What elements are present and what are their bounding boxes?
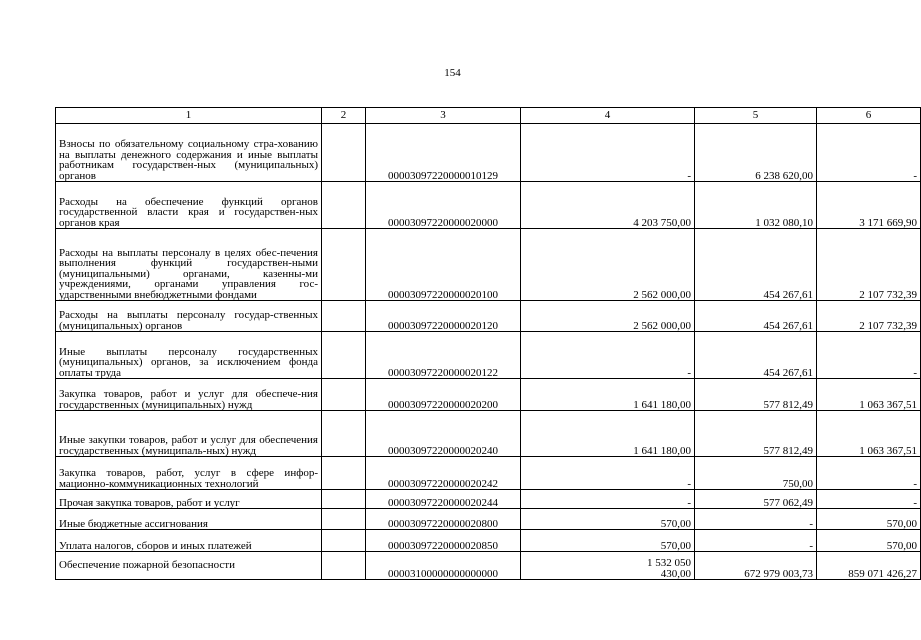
row-value-4: -	[521, 332, 695, 379]
table-row	[56, 552, 921, 580]
row-col2	[322, 490, 366, 509]
row-code: 00003097220000020800	[366, 509, 521, 530]
row-value-4: 570,00	[521, 509, 695, 530]
row-name: Прочая закупка товаров, работ и услуг	[56, 490, 322, 509]
row-value-5: 454 267,61	[695, 301, 817, 332]
row-code: 00003097220000010129	[366, 124, 521, 182]
row-name: Иные выплаты персоналу государственных (муниципальных) органов, за исключением фонда оплаты труда	[56, 332, 322, 379]
row-value-4: -	[521, 124, 695, 182]
row-code: 00003100000000000000	[366, 552, 521, 580]
row-value-5: 454 267,61	[695, 332, 817, 379]
row-col2	[322, 182, 366, 229]
row-value-4: 1 641 180,00	[521, 411, 695, 457]
table-row	[56, 457, 921, 490]
row-name: Закупка товаров, работ, услуг в сфере инфор-мационно-коммуникационных технологий	[56, 457, 322, 490]
row-name: Расходы на обеспечение функций органов государственной власти края и государствен-ных органов края	[56, 182, 322, 229]
row-code: 00003097220000020120	[366, 301, 521, 332]
table-row	[56, 229, 921, 301]
row-value-6: 2 107 732,39	[817, 301, 921, 332]
row-value-6: -	[817, 490, 921, 509]
row-code: 00003097220000020122	[366, 332, 521, 379]
row-value-4: 2 562 000,00	[521, 229, 695, 301]
row-col2	[322, 332, 366, 379]
row-value-5: 577 062,49	[695, 490, 817, 509]
row-value-5: 577 812,49	[695, 379, 817, 411]
table-row	[56, 509, 921, 530]
table-row	[56, 182, 921, 229]
row-value-4: 4 203 750,00	[521, 182, 695, 229]
row-value-4: 570,00	[521, 530, 695, 552]
row-code: 00003097220000020850	[366, 530, 521, 552]
row-value-4: -	[521, 457, 695, 490]
row-code: 00003097220000020242	[366, 457, 521, 490]
row-value-5: 1 032 080,10	[695, 182, 817, 229]
row-value-6: 570,00	[817, 509, 921, 530]
table-row	[56, 301, 921, 332]
row-value-6: 2 107 732,39	[817, 229, 921, 301]
table-row	[56, 411, 921, 457]
row-col2	[322, 301, 366, 332]
row-name: Уплата налогов, сборов и иных платежей	[56, 530, 322, 552]
page-number: 154	[444, 67, 461, 79]
budget-table	[55, 107, 921, 580]
row-name: Иные бюджетные ассигнования	[56, 509, 322, 530]
column-header-6: 6	[817, 108, 921, 124]
row-value-5: -	[695, 509, 817, 530]
row-name: Закупка товаров, работ и услуг для обеспече-ния государственных (муниципальных) нужд	[56, 379, 322, 411]
row-name: Обеспечение пожарной безопасности	[56, 552, 322, 580]
row-value-4-text: 1 532 050 430,00	[647, 557, 691, 580]
row-name: Расходы на выплаты персоналу в целях обес-печения выполнения функций государствен-ными (муниципальными) органами, казенны-ми учреждениями, органами управления гос-ударственными внебюджетными фондами	[56, 229, 322, 301]
row-value-6: -	[817, 332, 921, 379]
row-value-5: 454 267,61	[695, 229, 817, 301]
row-col2	[322, 530, 366, 552]
row-col2	[322, 124, 366, 182]
row-value-6: -	[817, 457, 921, 490]
column-header-2: 2	[322, 108, 366, 124]
header-row	[56, 108, 921, 124]
row-code: 00003097220000020240	[366, 411, 521, 457]
row-value-6: -	[817, 124, 921, 182]
row-value-4: 1 641 180,00	[521, 379, 695, 411]
row-col2	[322, 379, 366, 411]
table-row	[56, 530, 921, 552]
row-value-6: 1 063 367,51	[817, 411, 921, 457]
row-value-5: 750,00	[695, 457, 817, 490]
row-name: Иные закупки товаров, работ и услуг для обеспечения государственных (муниципаль-ных) нужд	[56, 411, 322, 457]
row-name: Взносы по обязательному социальному стра-хованию на выплаты денежного содержания и иные выплаты работникам государствен-ных (муниципальных) органов	[56, 124, 322, 182]
row-col2	[322, 229, 366, 301]
column-header-5: 5	[695, 108, 817, 124]
row-code: 00003097220000020244	[366, 490, 521, 509]
row-value-4: -	[521, 490, 695, 509]
row-col2	[322, 509, 366, 530]
row-value-5: 672 979 003,73	[695, 552, 817, 580]
row-value-6: 3 171 669,90	[817, 182, 921, 229]
row-code: 00003097220000020200	[366, 379, 521, 411]
row-value-6: 859 071 426,27	[817, 552, 921, 580]
column-header-3: 3	[366, 108, 521, 124]
row-value-5: 577 812,49	[695, 411, 817, 457]
row-value-6: 1 063 367,51	[817, 379, 921, 411]
table-row	[56, 379, 921, 411]
row-value-5: 6 238 620,00	[695, 124, 817, 182]
table-row	[56, 490, 921, 509]
row-code: 00003097220000020000	[366, 182, 521, 229]
row-col2	[322, 411, 366, 457]
row-value-4: 2 562 000,00	[521, 301, 695, 332]
column-header-1: 1	[56, 108, 322, 124]
row-code: 00003097220000020100	[366, 229, 521, 301]
row-col2	[322, 457, 366, 490]
table-row	[56, 124, 921, 182]
row-value-6: 570,00	[817, 530, 921, 552]
row-col2	[322, 552, 366, 580]
row-value-4	[521, 552, 695, 580]
row-name: Расходы на выплаты персоналу государ-ственных (муниципальных) органов	[56, 301, 322, 332]
column-header-4: 4	[521, 108, 695, 124]
row-value-5: -	[695, 530, 817, 552]
table-row	[56, 332, 921, 379]
